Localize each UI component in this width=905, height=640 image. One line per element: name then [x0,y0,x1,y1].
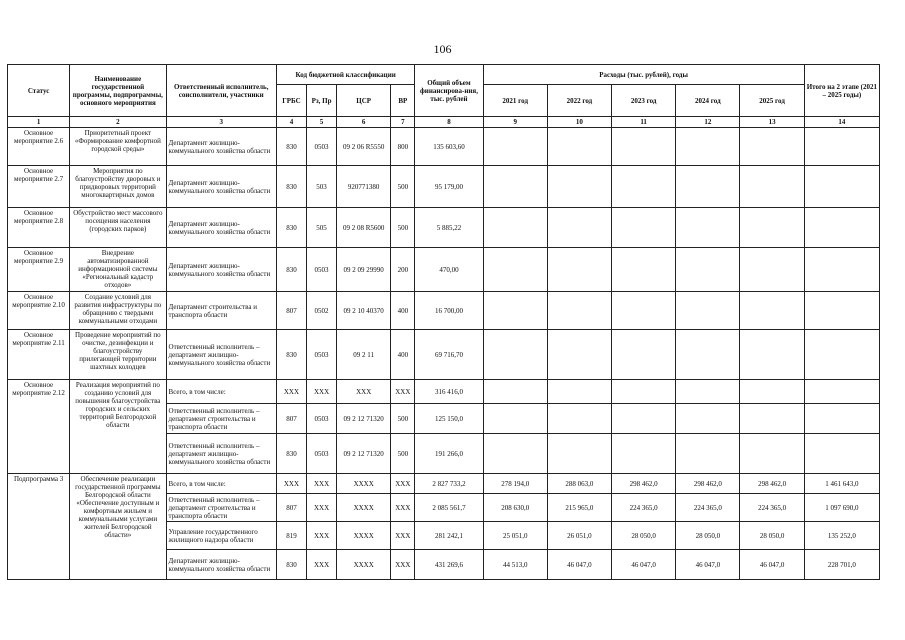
row-stage-total: 1 461 643,0 [804,474,879,494]
row-name: Внедрение автоматизированной информационной системы «Региональный кадастр отходов» [70,248,166,292]
col-num: 3 [166,117,276,128]
empty-cell [612,166,676,208]
row-total: 431 269,6 [415,550,483,580]
row-2023: 224 365,0 [612,494,676,522]
table-row [8,128,880,166]
header-responsible: Ответственный исполнитель, соисполнители, участники [166,65,276,117]
row-grbs: 807 [276,292,306,330]
header-budget-code: Код бюджетной классификации [276,65,414,85]
row-rzpr: 0503 [307,330,337,380]
row-responsible: Ответственный исполнитель – департамент строительства и транспорта области [166,494,276,522]
table-row [8,292,880,330]
empty-cell [612,128,676,166]
row-csr: ХХХХ [337,474,391,494]
header-grbs: ГРБС [276,85,306,117]
row-vr: 500 [391,208,415,248]
row-total: 16 700,00 [415,292,483,330]
col-num: 6 [337,117,391,128]
row-csr: 09 2 12 71320 [337,404,391,434]
row-csr: 920771380 [337,166,391,208]
row-csr: 09 2 06 R5550 [337,128,391,166]
column-number-row [8,117,880,128]
table-row [8,248,880,292]
row-status: Основное мероприятие 2.8 [8,208,70,248]
row-rzpr: 0503 [307,248,337,292]
row-2022: 46 047,0 [547,550,611,580]
row-vr: 500 [391,434,415,474]
row-csr: ХХХХ [337,550,391,580]
col-num: 12 [676,117,740,128]
row-responsible: Департамент строительства и транспорта области [166,292,276,330]
row-2024: 46 047,0 [676,550,740,580]
row-2025: 28 050,0 [740,522,804,550]
empty-cell [547,248,611,292]
row-rzpr: 0503 [307,434,337,474]
empty-cell [547,330,611,380]
header-2021: 2021 год [483,85,547,117]
header-status: Статус [8,65,70,117]
empty-cell [676,208,740,248]
row-2022: 215 965,0 [547,494,611,522]
row-vr: 200 [391,248,415,292]
row-vr: 500 [391,166,415,208]
row-2025: 298 462,0 [740,474,804,494]
row-responsible: Департамент жилищно-коммунального хозяйства области [166,208,276,248]
row-total: 69 716,70 [415,330,483,380]
row-vr: 400 [391,292,415,330]
col-num: 11 [612,117,676,128]
row-total: 135 603,60 [415,128,483,166]
page-number: 106 [433,42,452,56]
row-stage-total: 1 097 690,0 [804,494,879,522]
row-grbs: 830 [276,208,306,248]
header-2022: 2022 год [547,85,611,117]
empty-cell [483,208,547,248]
header-expenses: Расходы (тыс. рублей), годы [483,65,804,85]
empty-cell [483,166,547,208]
row-rzpr: 0502 [307,292,337,330]
header-2024: 2024 год [676,85,740,117]
row-rzpr: 503 [307,166,337,208]
row-grbs: 830 [276,248,306,292]
col-num: 5 [307,117,337,128]
table-row [8,166,880,208]
row-total: 281 242,1 [415,522,483,550]
empty-cell [740,330,804,380]
empty-cell [804,128,879,166]
row-2024: 28 050,0 [676,522,740,550]
row-responsible: Ответственный исполнитель – департамент жилищно-коммунального хозяйства области [166,330,276,380]
row-total: 191 266,0 [415,434,483,474]
header-2023: 2023 год [612,85,676,117]
col-num: 10 [547,117,611,128]
row-rzpr: ХХХ [307,550,337,580]
row-status: Основное мероприятие 2.7 [8,166,70,208]
row-responsible: Ответственный исполнитель – департамент жилищно-коммунального хозяйства области [166,434,276,474]
row-2021: 278 194,0 [483,474,547,494]
row-total: 2 827 733,2 [415,474,483,494]
row-vr: ХХХ [391,550,415,580]
row-total: 316 416,0 [415,380,483,404]
budget-table [7,64,880,580]
row-csr: ХХХХ [337,494,391,522]
row-status: Основное мероприятие 2.6 [8,128,70,166]
empty-cell [804,208,879,248]
row-rzpr: 505 [307,208,337,248]
empty-cell [547,208,611,248]
row-rzpr: 0503 [307,404,337,434]
row-name: Реализация мероприятий по созданию условий для повышения благоустройства городских и сельских территорий Белгородской области [70,380,166,474]
row-name: Обустройство мест массового посещения населения (городских парков) [70,208,166,248]
row-csr: 09 2 09 29990 [337,248,391,292]
row-grbs: 830 [276,550,306,580]
row-grbs: 807 [276,494,306,522]
row-grbs: 830 [276,128,306,166]
row-csr: 09 2 08 R5600 [337,208,391,248]
col-num: 14 [804,117,879,128]
table-row [8,208,880,248]
empty-cell [483,330,547,380]
row-2021: 208 630,0 [483,494,547,522]
empty-cell [483,128,547,166]
empty-cell [612,248,676,292]
row-2025: 46 047,0 [740,550,804,580]
row-csr: ХХХ [337,380,391,404]
col-num: 13 [740,117,804,128]
header-2025: 2025 год [740,85,804,117]
row-vr: ХХХ [391,474,415,494]
row-total: 125 150,0 [415,404,483,434]
empty-cell [740,128,804,166]
col-num: 7 [391,117,415,128]
row-status: Основное мероприятие 2.11 [8,330,70,380]
row-grbs: 830 [276,166,306,208]
row-responsible: Департамент жилищно-коммунального хозяйства области [166,166,276,208]
row-responsible: Департамент жилищно-коммунального хозяйства области [166,550,276,580]
row-total: 2 085 561,7 [415,494,483,522]
row-grbs: ХХХ [276,474,306,494]
row-2021: 25 051,0 [483,522,547,550]
row-2022: 288 063,0 [547,474,611,494]
row-total: 470,00 [415,248,483,292]
row-2024: 298 462,0 [676,474,740,494]
row-grbs: 807 [276,404,306,434]
header-vr: ВР [391,85,415,117]
empty-cell [804,292,879,330]
row-rzpr: ХХХ [307,522,337,550]
empty-cell [740,208,804,248]
row-rzpr: ХХХ [307,474,337,494]
row-2023: 28 050,0 [612,522,676,550]
table-row [8,474,880,494]
row-vr: 500 [391,404,415,434]
empty-cell [676,128,740,166]
empty-cell [483,292,547,330]
row-stage-total: 135 252,0 [804,522,879,550]
row-vr: 800 [391,128,415,166]
table-row [8,380,880,404]
empty-cell [547,128,611,166]
empty-cell [676,166,740,208]
row-2024: 224 365,0 [676,494,740,522]
row-status: Основное мероприятие 2.10 [8,292,70,330]
row-responsible: Всего, в том числе: [166,474,276,494]
row-name: Проведение мероприятий по очистке, дезинфекции и благоустройству прилегающей территории шахтных колодцев [70,330,166,380]
header-rzpr: Рз, Пр [307,85,337,117]
row-2022: 26 051,0 [547,522,611,550]
row-csr: 09 2 10 40370 [337,292,391,330]
empty-cell [804,330,879,380]
header-row-1 [8,65,880,85]
empty-cell [612,208,676,248]
empty-cell [676,248,740,292]
empty-cell [676,330,740,380]
empty-cell [804,248,879,292]
row-rzpr: ХХХ [307,494,337,522]
empty-cell [676,292,740,330]
row-grbs: 830 [276,330,306,380]
row-responsible: Департамент жилищно-коммунального хозяйства области [166,128,276,166]
row-2021: 44 513,0 [483,550,547,580]
empty-cell [612,330,676,380]
row-total: 5 885,22 [415,208,483,248]
row-csr: 09 2 11 [337,330,391,380]
empty-cell [804,166,879,208]
row-vr: ХХХ [391,522,415,550]
row-vr: 400 [391,330,415,380]
row-responsible: Ответственный исполнитель – департамент строительства и транспорта области [166,404,276,434]
row-responsible: Департамент жилищно-коммунального хозяйства области [166,248,276,292]
empty-cell [547,292,611,330]
row-rzpr: ХХХ [307,380,337,404]
row-responsible: Всего, в том числе: [166,380,276,404]
col-num: 2 [70,117,166,128]
col-num: 9 [483,117,547,128]
header-csr: ЦСР [337,85,391,117]
row-name: Обеспечение реализации государственной программы Белгородской области «Обеспечение доступным и комфортным жильем и коммунальными услугами жителей Белгородской области» [70,474,166,580]
header-stage-total: Итого на 2 этапе (2021 – 2025 годы) [804,65,879,117]
row-name: Создание условий для развития инфраструктуры по обращению с твердыми коммунальными отходами [70,292,166,330]
row-2023: 298 462,0 [612,474,676,494]
row-stage-total: 228 701,0 [804,550,879,580]
row-csr: ХХХХ [337,522,391,550]
row-status: Основное мероприятие 2.9 [8,248,70,292]
row-rzpr: 0503 [307,128,337,166]
empty-cell [740,292,804,330]
header-name: Наименование государственной программы, подпрограммы, основного мероприятия [70,65,166,117]
empty-cell [740,248,804,292]
row-2023: 46 047,0 [612,550,676,580]
row-csr: 09 2 12 71320 [337,434,391,474]
header-total-volume: Общий объем финансирова-ния, тыс. рублей [415,65,483,117]
table-row [8,330,880,380]
empty-cell [612,292,676,330]
row-vr: ХХХ [391,380,415,404]
row-responsible: Управление государственного жилищного надзора области [166,522,276,550]
row-total: 95 179,00 [415,166,483,208]
row-grbs: 830 [276,434,306,474]
empty-cell [740,166,804,208]
row-status: Подпрограмма 3 [8,474,70,580]
row-status: Основное мероприятие 2.12 [8,380,70,474]
col-num: 1 [8,117,70,128]
empty-cell [483,248,547,292]
row-vr: ХХХ [391,494,415,522]
col-num: 8 [415,117,483,128]
empty-cell [547,166,611,208]
row-name: Мероприятия по благоустройству дворовых и придворовых территорий многоквартирных домов [70,166,166,208]
col-num: 4 [276,117,306,128]
row-grbs: ХХХ [276,380,306,404]
row-name: Приоритетный проект «Формирование комфортной городской среды» [70,128,166,166]
row-2025: 224 365,0 [740,494,804,522]
row-grbs: 819 [276,522,306,550]
